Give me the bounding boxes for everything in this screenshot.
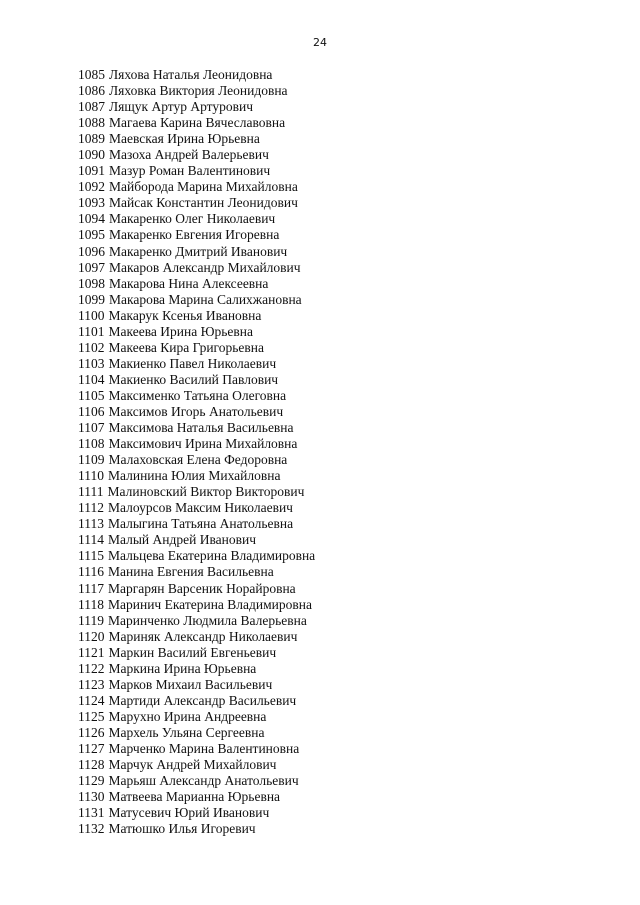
entry-number: 1089 [78, 131, 105, 147]
entry-number: 1107 [78, 420, 105, 436]
entry-name: Макаров Александр Михайлович [109, 259, 301, 275]
list-item [78, 693, 315, 709]
entry-name: Мариняк Александр Николаевич [108, 628, 298, 644]
entry-number: 1101 [78, 323, 105, 339]
entry-number: 1109 [78, 452, 105, 468]
entry-name: Манина Евгения Васильевна [108, 564, 274, 580]
list-item [78, 356, 315, 372]
entry-name: Марухно Ирина Андреевна [108, 708, 267, 724]
list-item [78, 308, 315, 324]
list-item [78, 757, 315, 773]
entry-number: 1123 [78, 676, 105, 692]
entry-name: Макарова Марина Салихжановна [109, 291, 302, 307]
entry-name: Магаева Карина Вячеславовна [109, 115, 286, 131]
entry-number: 1121 [78, 644, 105, 660]
entry-name: Малоурсов Максим Николаевич [108, 500, 293, 516]
entry-name: Макаренко Дмитрий Иванович [109, 243, 288, 259]
list-item [78, 773, 315, 789]
entry-number: 1131 [78, 805, 105, 821]
entry-name: Матюшко Илья Игоревич [108, 821, 256, 837]
list-item [78, 404, 315, 420]
entry-number: 1086 [78, 83, 105, 99]
entry-number: 1118 [78, 596, 104, 612]
list-item [78, 468, 315, 484]
list-item [78, 516, 315, 532]
entry-name: Мартиди Александр Васильевич [108, 692, 297, 708]
entry-number: 1124 [78, 692, 105, 708]
entry-name: Марченко Марина Валентиновна [108, 740, 300, 756]
list-item [78, 131, 315, 147]
entry-number: 1100 [78, 307, 105, 323]
entry-name: Макеева Ирина Юрьевна [108, 323, 253, 339]
entry-name: Маркин Василий Евгеньевич [108, 644, 277, 660]
list-item [78, 564, 315, 580]
list-item [78, 436, 315, 452]
list-item [78, 99, 315, 115]
list-item [78, 244, 315, 260]
list-item [78, 613, 315, 629]
entry-number: 1128 [78, 757, 105, 773]
list-item [78, 741, 315, 757]
entry-number: 1098 [78, 275, 105, 291]
list-item [78, 147, 315, 163]
list-item [78, 645, 315, 661]
list-item [78, 821, 315, 837]
entry-name: Макарова Нина Алексеевна [109, 275, 269, 291]
entry-name: Лящук Артур Артурович [109, 99, 254, 115]
entry-name: Малый Андрей Иванович [108, 532, 257, 548]
list-item [78, 292, 315, 308]
entry-number: 1132 [78, 821, 105, 837]
entry-number: 1092 [78, 179, 105, 195]
list-item [78, 484, 315, 500]
entry-number: 1117 [78, 580, 104, 596]
entry-number: 1125 [78, 708, 105, 724]
name-list [78, 67, 315, 837]
page-number: 24 [313, 36, 327, 49]
entry-number: 1091 [78, 163, 105, 179]
list-item [78, 452, 315, 468]
list-item [78, 661, 315, 677]
entry-name: Маркина Ирина Юрьевна [108, 660, 257, 676]
list-item [78, 629, 315, 645]
entry-number: 1099 [78, 291, 105, 307]
entry-number: 1119 [78, 612, 104, 628]
list-item [78, 260, 315, 276]
entry-name: Максименко Татьяна Олеговна [108, 387, 287, 403]
entry-number: 1097 [78, 259, 105, 275]
list-item [78, 725, 315, 741]
entry-name: Матвеева Марианна Юрьевна [108, 789, 281, 805]
entry-number: 1093 [78, 195, 105, 211]
entry-name: Марков Михаил Васильевич [108, 676, 273, 692]
list-item [78, 532, 315, 548]
entry-name: Малаховская Елена Федоровна [108, 452, 288, 468]
entry-name: Ляховка Виктория Леонидовна [109, 83, 288, 99]
entry-name: Мархель Ульяна Сергеевна [108, 724, 265, 740]
entry-number: 1094 [78, 211, 105, 227]
list-item [78, 324, 315, 340]
entry-name: Майсак Константин Леонидович [109, 195, 298, 211]
entry-number: 1116 [78, 564, 104, 580]
entry-name: Малиновский Виктор Викторович [107, 484, 305, 500]
entry-name: Маринич Екатерина Владимировна [108, 596, 312, 612]
list-item [78, 420, 315, 436]
entry-number: 1088 [78, 115, 105, 131]
entry-number: 1106 [78, 403, 105, 419]
list-item [78, 388, 315, 404]
entry-number: 1108 [78, 436, 105, 452]
entry-number: 1112 [78, 500, 104, 516]
entry-name: Макиенко Павел Николаевич [108, 355, 277, 371]
list-item [78, 597, 315, 613]
entry-number: 1111 [78, 484, 104, 500]
list-item [78, 67, 315, 83]
entry-name: Ляхова Наталья Леонидовна [109, 67, 273, 82]
list-item [78, 340, 315, 356]
entry-number: 1114 [78, 532, 104, 548]
entry-name: Маринченко Людмила Валерьевна [108, 612, 307, 628]
entry-name: Максимова Наталья Васильевна [108, 420, 294, 436]
list-item [78, 115, 315, 131]
entry-name: Мазур Роман Валентинович [109, 163, 271, 179]
entry-name: Максимович Ирина Михайловна [108, 436, 298, 452]
list-item [78, 677, 315, 693]
entry-number: 1113 [78, 516, 104, 532]
entry-number: 1127 [78, 740, 105, 756]
entry-name: Макиенко Василий Павлович [108, 371, 279, 387]
entry-name: Мазоха Андрей Валерьевич [109, 147, 269, 163]
entry-name: Марчук Андрей Михайлович [108, 757, 277, 773]
entry-number: 1120 [78, 628, 105, 644]
entry-name: Марьяш Александр Анатольевич [108, 773, 299, 789]
list-item [78, 709, 315, 725]
entry-number: 1085 [78, 67, 105, 82]
list-item [78, 179, 315, 195]
entry-name: Макарук Ксенья Ивановна [108, 307, 262, 323]
entry-number: 1105 [78, 387, 105, 403]
entry-number: 1096 [78, 243, 105, 259]
entry-name: Мальцева Екатерина Владимировна [108, 548, 316, 564]
entry-number: 1095 [78, 227, 105, 243]
entry-name: Маевская Ирина Юрьевна [109, 131, 260, 147]
entry-name: Макеева Кира Григорьевна [108, 339, 264, 355]
entry-number: 1122 [78, 660, 105, 676]
entry-name: Максимов Игорь Анатольевич [108, 403, 284, 419]
entry-number: 1130 [78, 789, 105, 805]
list-item [78, 227, 315, 243]
list-item [78, 548, 315, 564]
entry-name: Макаренко Олег Николаевич [109, 211, 276, 227]
list-item [78, 195, 315, 211]
entry-name: Матусевич Юрий Иванович [108, 805, 270, 821]
list-item [78, 276, 315, 292]
entry-number: 1087 [78, 99, 105, 115]
list-item [78, 581, 315, 597]
list-item [78, 83, 315, 99]
entry-number: 1115 [78, 548, 104, 564]
list-item [78, 163, 315, 179]
list-item [78, 789, 315, 805]
entry-name: Малинина Юлия Михайловна [108, 468, 281, 484]
entry-number: 1129 [78, 773, 105, 789]
entry-name: Майборода Марина Михайловна [109, 179, 298, 195]
entry-name: Малыгина Татьяна Анатольевна [108, 516, 294, 532]
entry-number: 1104 [78, 371, 105, 387]
entry-number: 1090 [78, 147, 105, 163]
list-item [78, 500, 315, 516]
entry-number: 1103 [78, 355, 105, 371]
entry-number: 1126 [78, 724, 105, 740]
entry-name: Маргарян Варсеник Норайровна [108, 580, 296, 596]
entry-number: 1110 [78, 468, 104, 484]
list-item [78, 805, 315, 821]
list-item [78, 372, 315, 388]
entry-name: Макаренко Евгения Игоревна [109, 227, 280, 243]
list-item [78, 211, 315, 227]
entry-number: 1102 [78, 339, 105, 355]
